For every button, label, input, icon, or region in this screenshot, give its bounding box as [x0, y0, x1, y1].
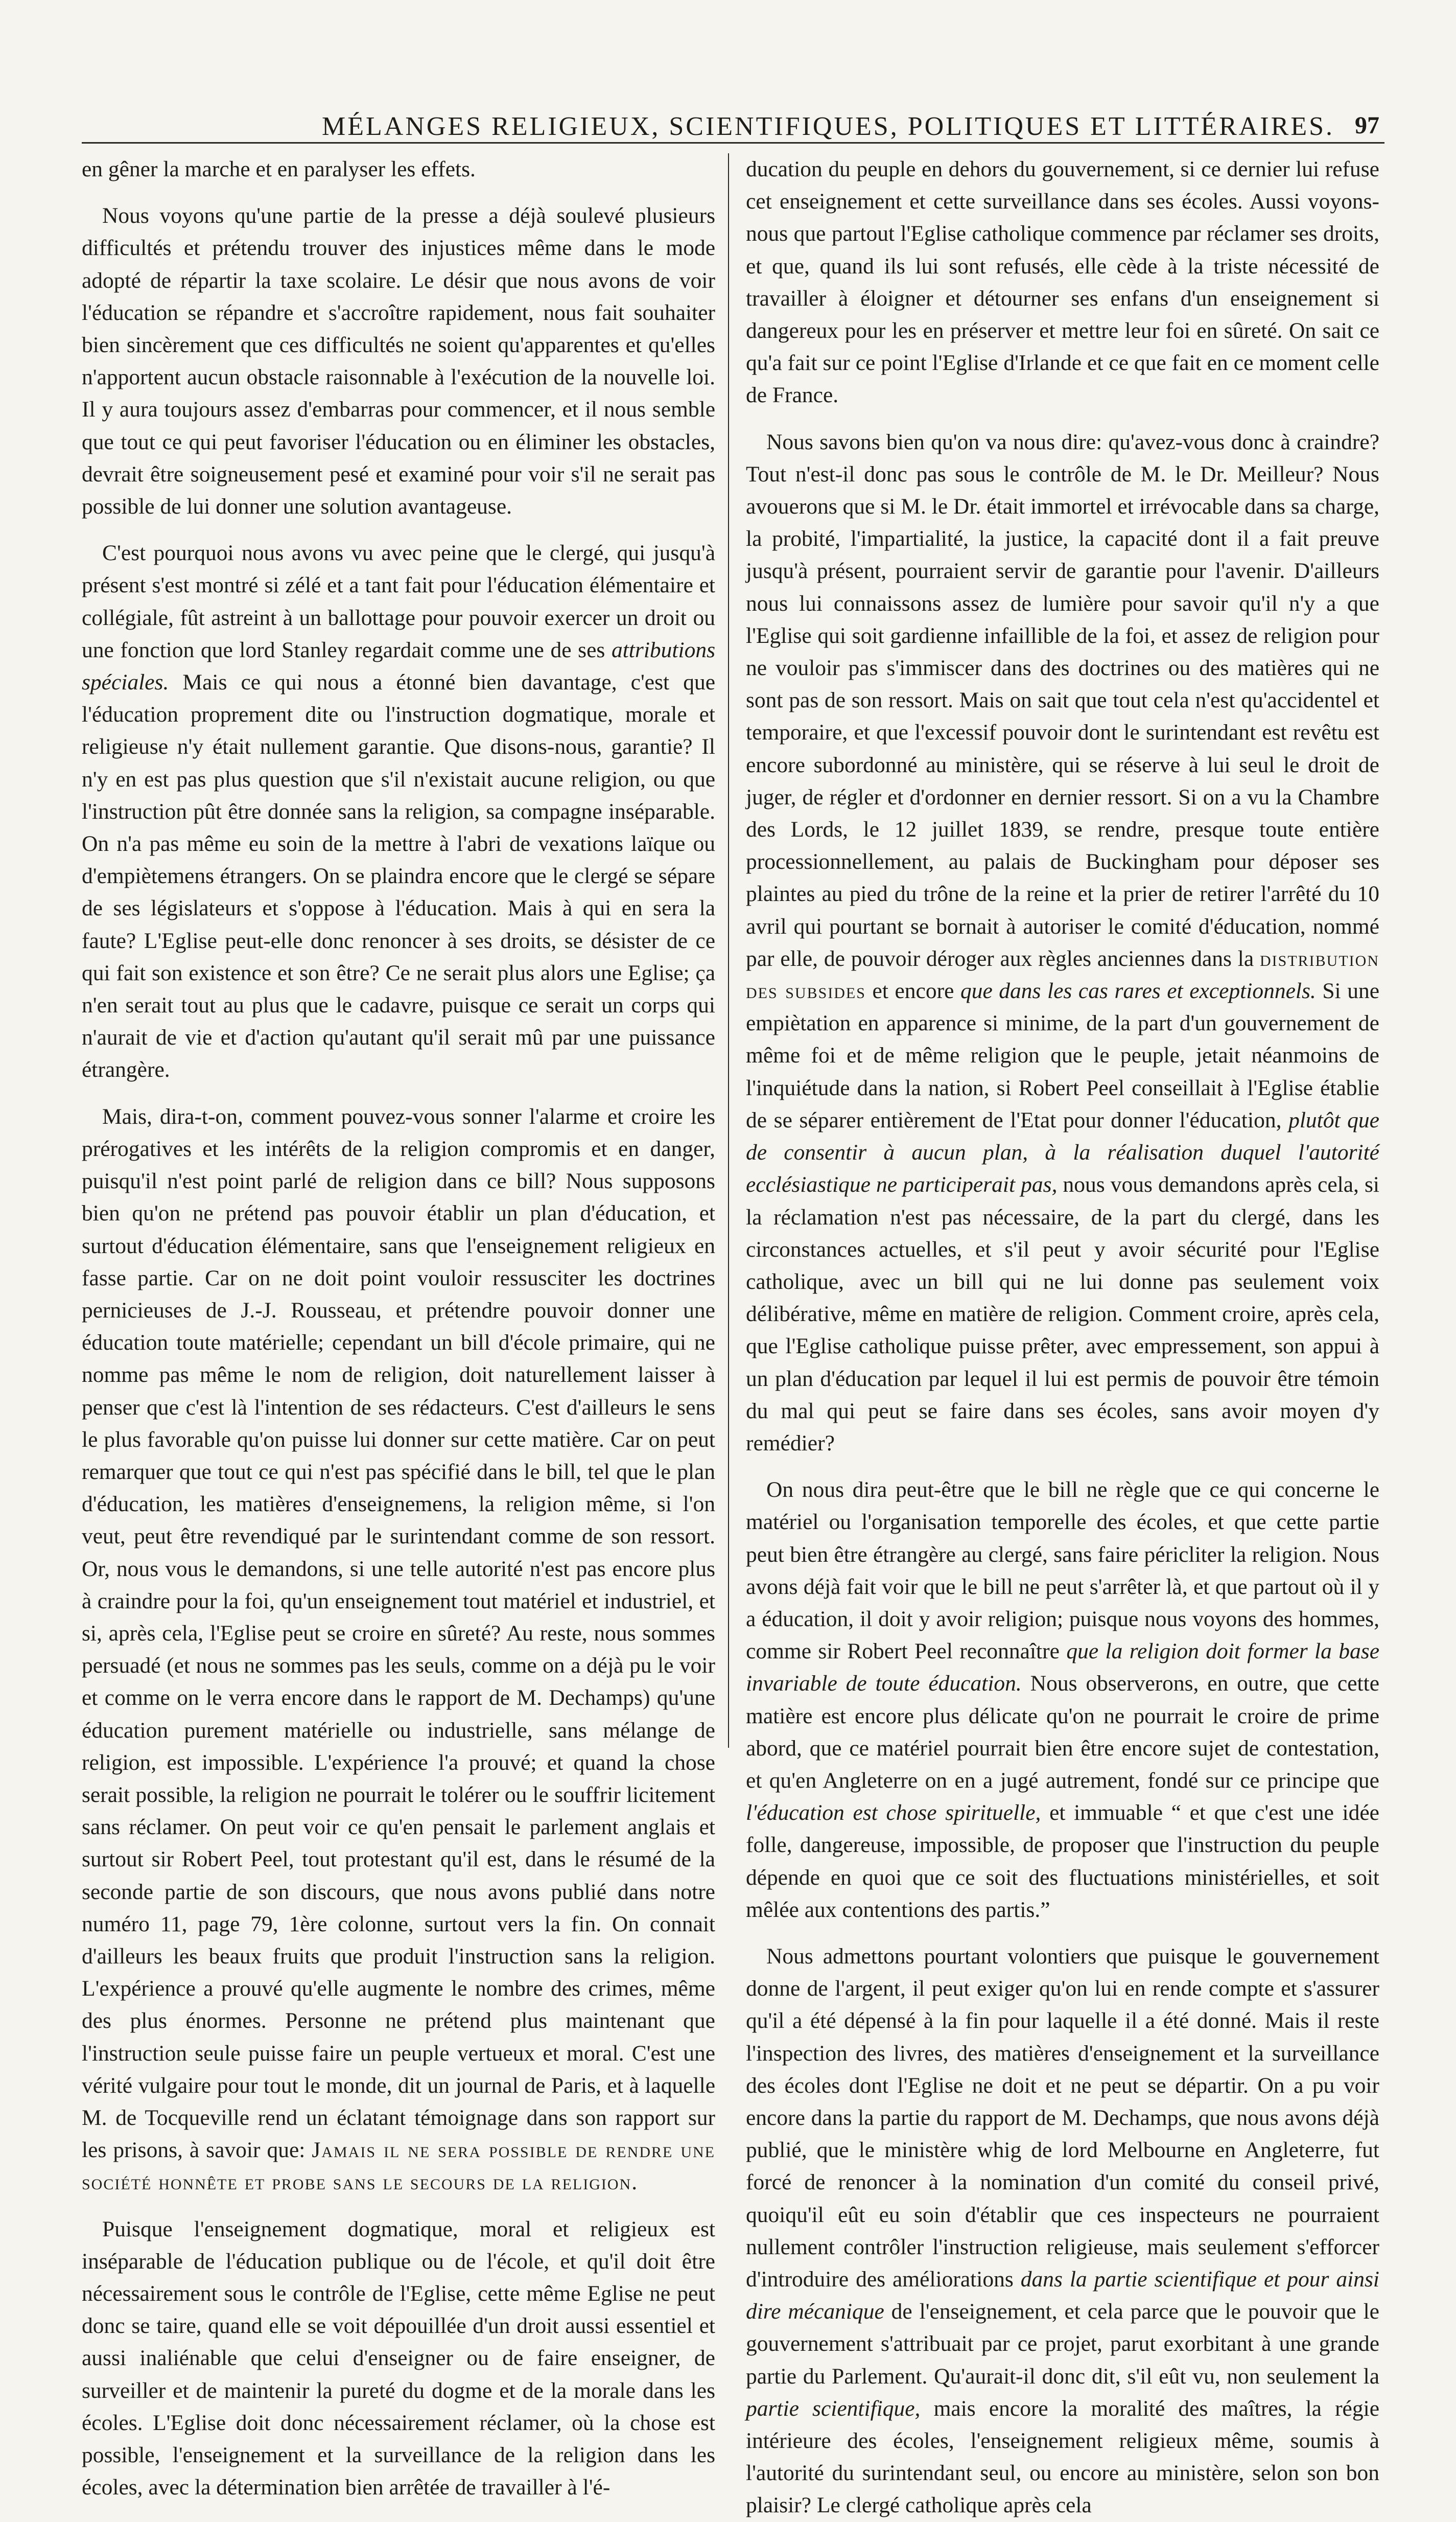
text-run: Nous observerons, en outre, que cette matière est encore plus délicate qu'on ne pourrait le croire de prime abord, que ce matériel pourrait bien être encore sujet de contestation, et qu'en Angleterre on en a jugé autrement, fondé sur ce principe que	[746, 1671, 1380, 1793]
text-run: de l'enseignement, et cela parce que le pouvoir que le gouvernement s'attribuait par ce projet, parut exorbitant à une grande partie du Parlement. Qu'aurait-il donc dit, s'il eût vu, non seulement la	[746, 2299, 1379, 2389]
text-run: Si une empiètation en apparence si minime, de la part d'un gouvernement de même foi et de même religion que le peuple, jetait néanmoins de l'inquiétude dans la nation, si Robert Peel conseillait à l'Eglise établie de se séparer entièrement de l'Etat pour donner l'éducation,	[746, 979, 1380, 1132]
paragraph	[746, 1474, 1379, 1926]
text-run: et immuable “ et que c'est une idée folle, dangereuse, impossible, de proposer que l'instruction du peuple dépende en quoi que ce soit des fluctuations ministérielles, et soit mêlée aux contentions des partis.”	[746, 1800, 1379, 1922]
running-title: MÉLANGES RELIGIEUX, SCIENTIFIQUES, POLITIQUES ET LITTÉRAIRES.	[322, 112, 1335, 141]
text-run: et encore	[872, 979, 954, 1004]
smallcaps-run: distribution des subsides	[746, 946, 1379, 1004]
paragraph	[82, 1101, 715, 2199]
text-run: nous vous demandons après cela, si la réclamation n'est pas nécessaire, de la part du clergé, dans les circonstances actuelles, et s'il peut y avoir sécurité pour l'Eglise catholique, avec un bill qui ne lui donne pas seulement voix délibérative, même en matière de religion. Comment croire, après cela, que l'Eglise catholique puisse prêter, avec empressement, son appui à un plan d'éducation par lequel il lui est permis de pouvoir être témoin du mal qui peut se faire dans ses écoles, sans avoir moyen d'y remédier?	[746, 1172, 1380, 1455]
text-run: Mais ce qui nous a étonné bien davantage, c'est que l'éducation proprement dite ou l'instruction dogmatique, morale et religieuse n'y était nullement garantie. Que disons-nous, garantie? Il n'y en est pas plus question que s'il n'existait aucune religion, ou que l'instruction pût être donnée sans la religion, sa compagne inséparable. On n'a pas même eu soin de la mettre à l'abri de vexations laïque ou d'empiètemens étrangers. On se plaindra encore que le clergé se sépare de ses législateurs et s'oppose à l'éducation. Mais à qui en sera la faute? L'Eglise peut-elle donc renoncer à ses droits, se désister de ce qui fait son existence et son être? Ce ne serait plus alors une Eglise; ça n'en serait tout au plus que le cadavre, puisque ce serait un corps qui n'aurait de vie et d'action qu'autant qu'il serait mû par une puissance étrangère.	[82, 670, 716, 1082]
italic-run: partie scientifique,	[746, 2396, 921, 2421]
paragraph: ducation du peuple en dehors du gouvernement, si ce dernier lui refuse cet enseignement et cette surveillance dans ses écoles. Aussi voyons-nous que partout l'Eglise catholique commence par réclamer ses droits, et que, quand ils lui sont refusés, elle cède à la triste nécessité de travailler à éloigner et détourner ses enfans d'un enseignement si dangereux pour les en préserver et mettre leur foi en sûreté. On sait ce qu'a fait sur ce point l'Eglise d'Irlande et ce que fait en ce moment celle de France.	[746, 157, 1379, 408]
column-divider	[728, 153, 729, 1748]
text-run: Nous admettons pourtant volontiers que puisque le gouvernement donne de l'argent, il peut exiger qu'on lui en rende compte et s'assurer qu'il a été dépensé à la fin pour laquelle il a été donné. Mais il reste l'inspection des livres, des matières d'enseignement et la surveillance des écoles dont l'Eglise ne doit et ne peut se départir. On a pu voir encore dans la partie du rapport de M. Dechamps, que nous avons déjà publié, que le ministère whig de lord Melbourne en Angleterre, fut forcé de renoncer à la nomination d'un comité du conseil privé, quoiqu'il eût eu soin d'établir que ces inspecteurs ne pourraient nullement contrôler l'instruction religieuse, mais seulement s'efforcer d'introduire des améliorations	[746, 1943, 1379, 2292]
text-run: mais encore la moralité des maîtres, la régie intérieure des écoles, l'enseignement religieux même, soumis à l'autorité du surintendant seul, ou encore au ministère, selon son bon plaisir? Le clergé catholique après cela	[746, 2396, 1380, 2518]
paragraph	[746, 1940, 1379, 2522]
paragraph: Puisque l'enseignement dogmatique, moral et religieux est inséparable de l'éducation publique ou de l'école, et qu'il doit être nécessairement sous le contrôle de l'Eglise, cette même Eglise ne peut donc se taire, quand elle se voit dépouillée d'un droit aussi essentiel et aussi inaliénable que celui d'enseigner ou de faire enseigner, de surveiller et de maintenir la pureté du dogme et de la morale dans les écoles. L'Eglise doit donc nécessairement réclamer, où la chose est possible, l'enseignement et la surveillance de la religion dans les écoles, avec la détermination bien arrêtée de travailler à l'é-	[82, 2216, 715, 2500]
paragraph: Nous voyons qu'une partie de la presse a déjà soulevé plusieurs difficultés et prétendu trouver des injustices même dans le mode adopté de répartir la taxe scolaire. Le désir que nous avons de voir l'éducation se répandre et s'accroître rapidement, nous fait souhaiter bien sincèrement que ces difficultés ne soient qu'apparentes et qu'elles n'apportent aucun obstacle raisonnable à l'exécution de la nouvelle loi. Il y aura toujours assez d'embarras pour commencer, et il nous semble que tout ce qui peut favoriser l'éducation ou en éliminer les obstacles, devrait être soigneusement pesé et examiné pour voir s'il ne serait pas possible de lui donner une solution avantageuse.	[82, 203, 715, 519]
text-run: Mais, dira-t-on, comment pouvez-vous sonner l'alarme et croire les prérogatives et les intérêts de la religion compromis et en danger, puisqu'il n'est point parlé de religion dans ce bill? Nous supposons bien qu'on ne prétend pas pouvoir établir un plan d'éducation, et surtout d'éducation élémentaire, sans que l'enseignement religieux en fasse partie. Car on ne doit point vouloir ressusciter les doctrines pernicieuses de J.-J. Rousseau, et prétendre pouvoir donner une éducation toute matérielle; cependant un bill d'école primaire, qui ne nomme pas même le nom de religion, doit naturellement laisser à penser que c'est là l'intention de ses rédacteurs. C'est d'ailleurs le sens le plus favorable qu'on puisse lui donner sur cette matière. Car on peut remarquer que tout ce qui n'est pas spécifié dans le bill, tel que le plan d'éducation, les matières d'enseignemens, la religion même, si l'on veut, peut être revendiqué par le surintendant comme de son ressort. Or, nous vous le demandons, si une telle autorité n'est pas encore plus à craindre pour la foi, qu'un enseignement tout matériel et industriel, et si, après cela, l'Eglise peut se croire en sûreté? Au reste, nous sommes persuadé (et nous ne sommes pas les seuls, comme on a déjà pu le voir et comme on le verra encore dans le rapport de M. Dechamps) qu'une éducation purement matérielle ou industrielle, sans mélange de religion, est impossible. L'expérience l'a prouvé; et quand la chose serait possible, la religion ne pourrait le tolérer ou le souffrir licitement sans réclamer. On peut voir ce qu'en pensait le parlement anglais et surtout sir Robert Peel, tout protestant qu'il est, dans le résumé de la seconde partie de son discours, que nous avons publié dans notre numéro 11, page 79, 1ère colonne, surtout vers la fin. On connait d'ailleurs les beaux fruits que produit l'instruction sans la religion. L'expérience a prouvé qu'elle augmente le nombre des crimes, même des plus énormes. Personne ne prétend plus maintenant que l'instruction seule puisse faire un peuple vertueux et moral. C'est une vérité vulgaire pour tout le monde, dit un journal de Paris, et à laquelle M. de Tocqueville rend un éclatant témoignage dans son rapport sur les prisons, à savoir que:	[82, 1104, 715, 2163]
right-column	[746, 153, 1380, 2518]
page-number: 97	[1355, 112, 1379, 139]
italic-run: dans la partie scientifique et pour ainsi dire mécanique	[746, 2267, 1380, 2324]
italic-run: attributions spéciales.	[82, 637, 716, 695]
paragraph	[746, 426, 1379, 1460]
page-header	[82, 106, 1384, 144]
italic-run: plutôt que de consentir à aucun plan, à la réalisation duquel l'autorité ecclésiastique ne participerait pas,	[746, 1107, 1379, 1197]
italic-run: que la religion doit former la base invariable de toute éducation.	[746, 1639, 1379, 1696]
left-column	[82, 153, 716, 2500]
italic-run: que dans les cas rares et exceptionnels.	[960, 979, 1316, 1004]
paragraph	[82, 537, 715, 1086]
text-run: C'est pourquoi nous avons vu avec peine que le clergé, qui jusqu'à présent s'est montré si zélé et a tant fait pour l'éducation élémentaire et collégiale, fût astreint à un ballottage pour pouvoir exercer un droit ou une fonction que lord Stanley regardait comme une de ses	[82, 541, 715, 662]
text-run: On nous dira peut-être que le bill ne règle que ce qui concerne le matériel ou l'organisation temporelle des écoles, et que cette partie peut bien être étrangère au clergé, sans faire péricliter la religion. Nous avons déjà fait voir que le bill ne peut s'arrêter là, et que partout où il y a éducation, il doit y avoir religion; puisque nous voyons des hommes, comme sir Robert Peel reconnaître	[746, 1477, 1379, 1664]
text-run: Nous savons bien qu'on va nous dire: qu'avez-vous donc à craindre? Tout n'est-il donc pas sous le contrôle de M. le Dr. Meilleur? Nous avouerons que si M. le Dr. était immortel et irrévocable dans sa charge, la probité, l'impartialité, la justice, la capacité dont il a fait preuve jusqu'à présent, pourraient servir de garantie pour l'avenir. D'ailleurs nous lui connaissons assez de lumière pour savoir qu'il n'y a que l'Eglise qui soit gardienne infaillible de la foi, et assez de religion pour ne vouloir pas s'immiscer dans des doctrines ou des matières qui ne sont pas de son ressort. Mais on sait que tout cela n'est qu'accidentel et temporaire, et que l'excessif pouvoir dont le surintendant est revêtu est encore subordonné au ministère, qui se réserve à lui seul le droit de juger, de régler et d'ordonner en dernier ressort. Si on a vu la Chambre des Lords, le 12 juillet 1839, se rendre, presque toute entière processionnellement, au palais de Buckingham pour déposer ses plaintes au pied du trône de la reine et la prier de retirer l'arrêté du 10 avril qui pourtant se bornait à autoriser le comité d'éducation, nommé par elle, de pouvoir déroger aux règles anciennes dans la	[746, 429, 1379, 971]
smallcaps-quote: Jamais il ne sera possible de rendre une société honnête et probe sans le secours de la religion.	[82, 2138, 715, 2195]
italic-run: l'éducation est chose spirituelle,	[746, 1800, 1041, 1825]
paragraph: en gêner la marche et en paralyser les effets.	[82, 157, 476, 181]
